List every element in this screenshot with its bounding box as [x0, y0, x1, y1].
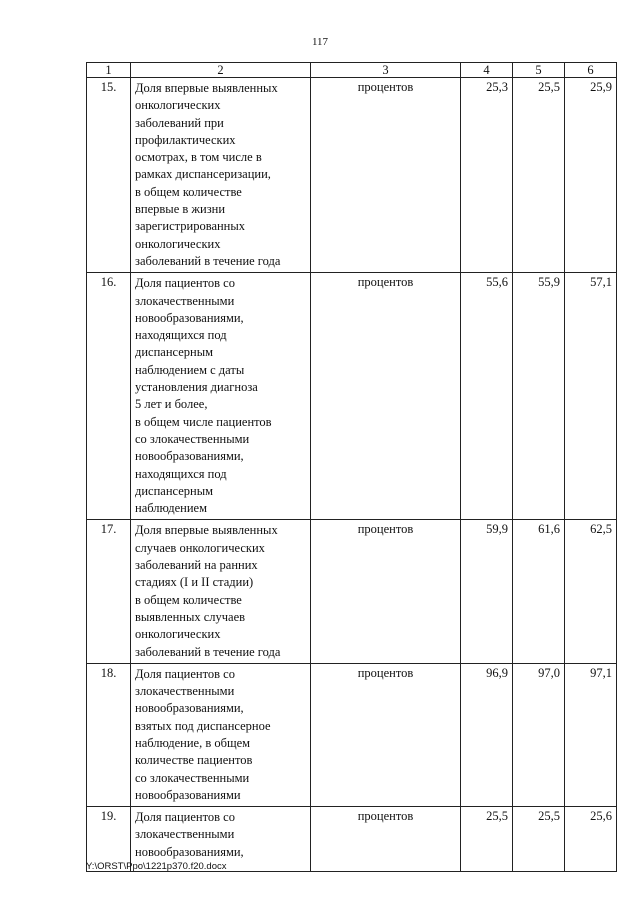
unit-cell: процентов [311, 663, 461, 806]
indicator-name-line: выявленных случаев [135, 609, 246, 624]
value-cell-col4: 59,9 [461, 520, 513, 663]
header-cell: 2 [131, 63, 311, 78]
value-cell-col5: 61,6 [513, 520, 565, 663]
indicator-name-line: диспансерным [135, 345, 214, 360]
indicator-name-line: в общем количестве [135, 592, 242, 607]
row-number-cell: 15. [87, 78, 131, 273]
indicator-name-line: онкологических [135, 98, 221, 113]
value-cell-col6: 25,6 [565, 807, 617, 872]
indicator-name-line: случаев онкологических [135, 540, 265, 555]
value-cell-col5: 25,5 [513, 78, 565, 273]
indicator-name-cell [131, 663, 311, 806]
indicator-name-cell [131, 520, 311, 663]
indicator-name-line: злокачественными [135, 293, 235, 308]
indicator-name-line: наблюдением [135, 501, 207, 516]
value-cell-col5: 55,9 [513, 273, 565, 520]
indicator-name-line: находящихся под [135, 466, 227, 481]
indicator-name-line: в общем числе пациентов [135, 414, 272, 429]
indicator-name-line: Доля впервые выявленных [135, 523, 278, 538]
indicator-name-line: заболеваний в течение года [135, 253, 281, 268]
file-path-footer: Y:\ORST\Ppo\1221p370.f20.docx [86, 861, 227, 872]
table-body [87, 78, 617, 872]
value-cell-col6: 62,5 [565, 520, 617, 663]
table-row [87, 663, 617, 806]
header-cell: 4 [461, 63, 513, 78]
indicator-name-line: новообразованиями [135, 787, 241, 802]
indicator-name-line: в общем количестве [135, 184, 242, 199]
value-cell-col4: 96,9 [461, 663, 513, 806]
indicator-name-line: со злокачественными [135, 770, 250, 785]
indicator-name-line: Доля впервые выявленных [135, 81, 278, 95]
indicator-name-line: зарегистрированных [135, 219, 246, 234]
indicator-name-line: новообразованиями, [135, 310, 244, 325]
indicator-name-line: онкологических [135, 236, 221, 251]
indicator-name-line: наблюдение, в общем [135, 735, 251, 750]
table-row [87, 273, 617, 520]
indicators-table [86, 62, 617, 872]
indicator-name-line: новообразованиями, [135, 449, 244, 464]
indicator-name-line: онкологических [135, 627, 221, 642]
header-cell: 1 [87, 63, 131, 78]
indicator-name-line: осмотрах, в том числе в [135, 150, 262, 165]
indicator-name-line: Доля пациентов со [135, 276, 235, 291]
indicator-name-line: со злокачественными [135, 431, 250, 446]
indicator-name-line: новообразованиями, [135, 844, 244, 859]
value-cell-col4: 25,3 [461, 78, 513, 273]
value-cell-col6: 97,1 [565, 663, 617, 806]
value-cell-col5: 97,0 [513, 663, 565, 806]
indicator-name-line: заболеваний при [135, 115, 224, 130]
indicator-name-line: наблюдением с даты [135, 362, 245, 377]
indicator-name-line: Доля пациентов со [135, 666, 235, 681]
unit-cell: процентов [311, 807, 461, 872]
value-cell-col4: 25,5 [461, 807, 513, 872]
indicator-name-cell [131, 273, 311, 520]
indicator-name-line: взятых под диспансерное [135, 718, 271, 733]
header-cell: 5 [513, 63, 565, 78]
indicator-name-line: Доля пациентов со [135, 810, 235, 825]
indicator-name-line: новообразованиями, [135, 701, 244, 716]
indicator-name-line: количестве пациентов [135, 753, 253, 768]
header-cell: 6 [565, 63, 617, 78]
indicator-name-line: находящихся под [135, 328, 227, 343]
unit-cell: процентов [311, 273, 461, 520]
header-cell: 3 [311, 63, 461, 78]
indicator-name-line: 5 лет и более, [135, 397, 208, 412]
row-number-cell: 16. [87, 273, 131, 520]
indicator-name-line: заболеваний в течение года [135, 644, 281, 659]
row-number-cell: 18. [87, 663, 131, 806]
indicator-name-line: заболеваний на ранних [135, 558, 258, 573]
value-cell-col4: 55,6 [461, 273, 513, 520]
indicator-name-line: стадиях (I и II стадии) [135, 575, 254, 590]
indicator-name-line: злокачественными [135, 684, 235, 699]
indicator-name-line: злокачественными [135, 827, 235, 842]
row-number-cell: 19. [87, 807, 131, 872]
indicator-name-line: впервые в жизни [135, 202, 226, 217]
unit-cell: процентов [311, 78, 461, 273]
unit-cell: процентов [311, 520, 461, 663]
row-number-cell: 17. [87, 520, 131, 663]
indicator-name-line: установления диагноза [135, 380, 258, 395]
indicator-name-line: диспансерным [135, 483, 214, 498]
indicator-name-line: рамках диспансеризации, [135, 167, 271, 182]
table-row [87, 78, 617, 273]
table-header-row [87, 63, 617, 78]
indicator-name-cell [131, 78, 311, 273]
value-cell-col5: 25,5 [513, 807, 565, 872]
page-number: 117 [311, 36, 329, 48]
indicator-name-line: профилактических [135, 132, 236, 147]
table-row [87, 520, 617, 663]
value-cell-col6: 25,9 [565, 78, 617, 273]
value-cell-col6: 57,1 [565, 273, 617, 520]
